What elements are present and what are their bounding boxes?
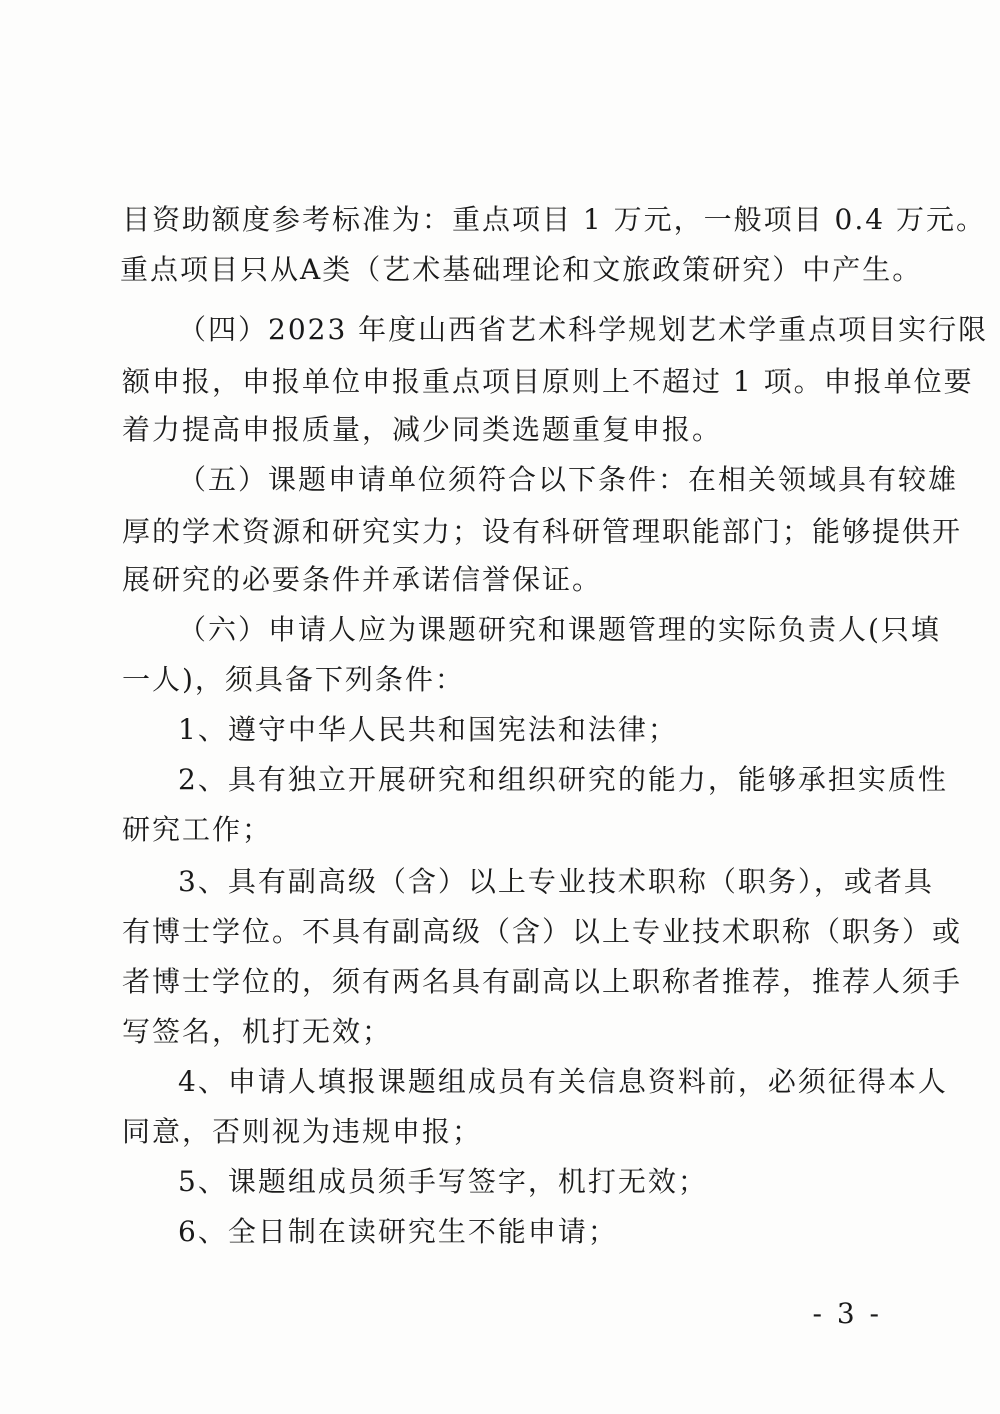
- text-line: 研究工作；: [122, 813, 273, 846]
- page-number: - 3 -: [812, 1297, 882, 1330]
- text-line: 1、遵守中华人民共和国宪法和法律；: [178, 713, 678, 746]
- text-line: 同意，否则视为违规申报；: [122, 1115, 483, 1148]
- text-line: 展研究的必要条件并承诺信誉保证。: [122, 563, 603, 596]
- text-line: 目资助额度参考标准为：重点项目 1 万元，一般项目 0.4 万元。: [122, 203, 986, 236]
- text-line: 4、申请人填报课题组成员有关信息资料前，必须征得本人: [178, 1065, 948, 1098]
- text-line: 写签名，机打无效；: [122, 1015, 393, 1048]
- text-line: （六）申请人应为课题研究和课题管理的实际负责人(只填: [178, 613, 941, 646]
- text-line: 重点项目只从A类（艺术基础理论和文旅政策研究）中产生。: [120, 253, 923, 286]
- text-line: 2、具有独立开展研究和组织研究的能力，能够承担实质性: [178, 763, 948, 796]
- text-line: 3、具有副高级（含）以上专业技术职称（职务），或者具: [178, 865, 934, 898]
- text-line: 额申报，申报单位申报重点项目原则上不超过 1 项。申报单位要: [122, 365, 974, 398]
- text-line: 者博士学位的，须有两名具有副高以上职称者推荐，推荐人须手: [122, 965, 963, 998]
- text-line: 有博士学位。不具有副高级（含）以上专业技术职称（职务）或: [122, 915, 963, 948]
- text-line: （五）课题申请单位须符合以下条件：在相关领域具有较雄: [178, 463, 959, 496]
- text-line: 着力提高申报质量，减少同类选题重复申报。: [122, 413, 723, 446]
- text-line: 厚的学术资源和研究实力；设有科研管理职能部门；能够提供开: [122, 515, 963, 548]
- text-line: 6、全日制在读研究生不能申请；: [178, 1215, 618, 1248]
- text-line: 一人)，须具备下列条件：: [122, 663, 465, 696]
- text-line: （四）2023 年度山西省艺术科学规划艺术学重点项目实行限: [178, 313, 989, 346]
- text-line: 5、课题组成员须手写签字，机打无效；: [178, 1165, 708, 1198]
